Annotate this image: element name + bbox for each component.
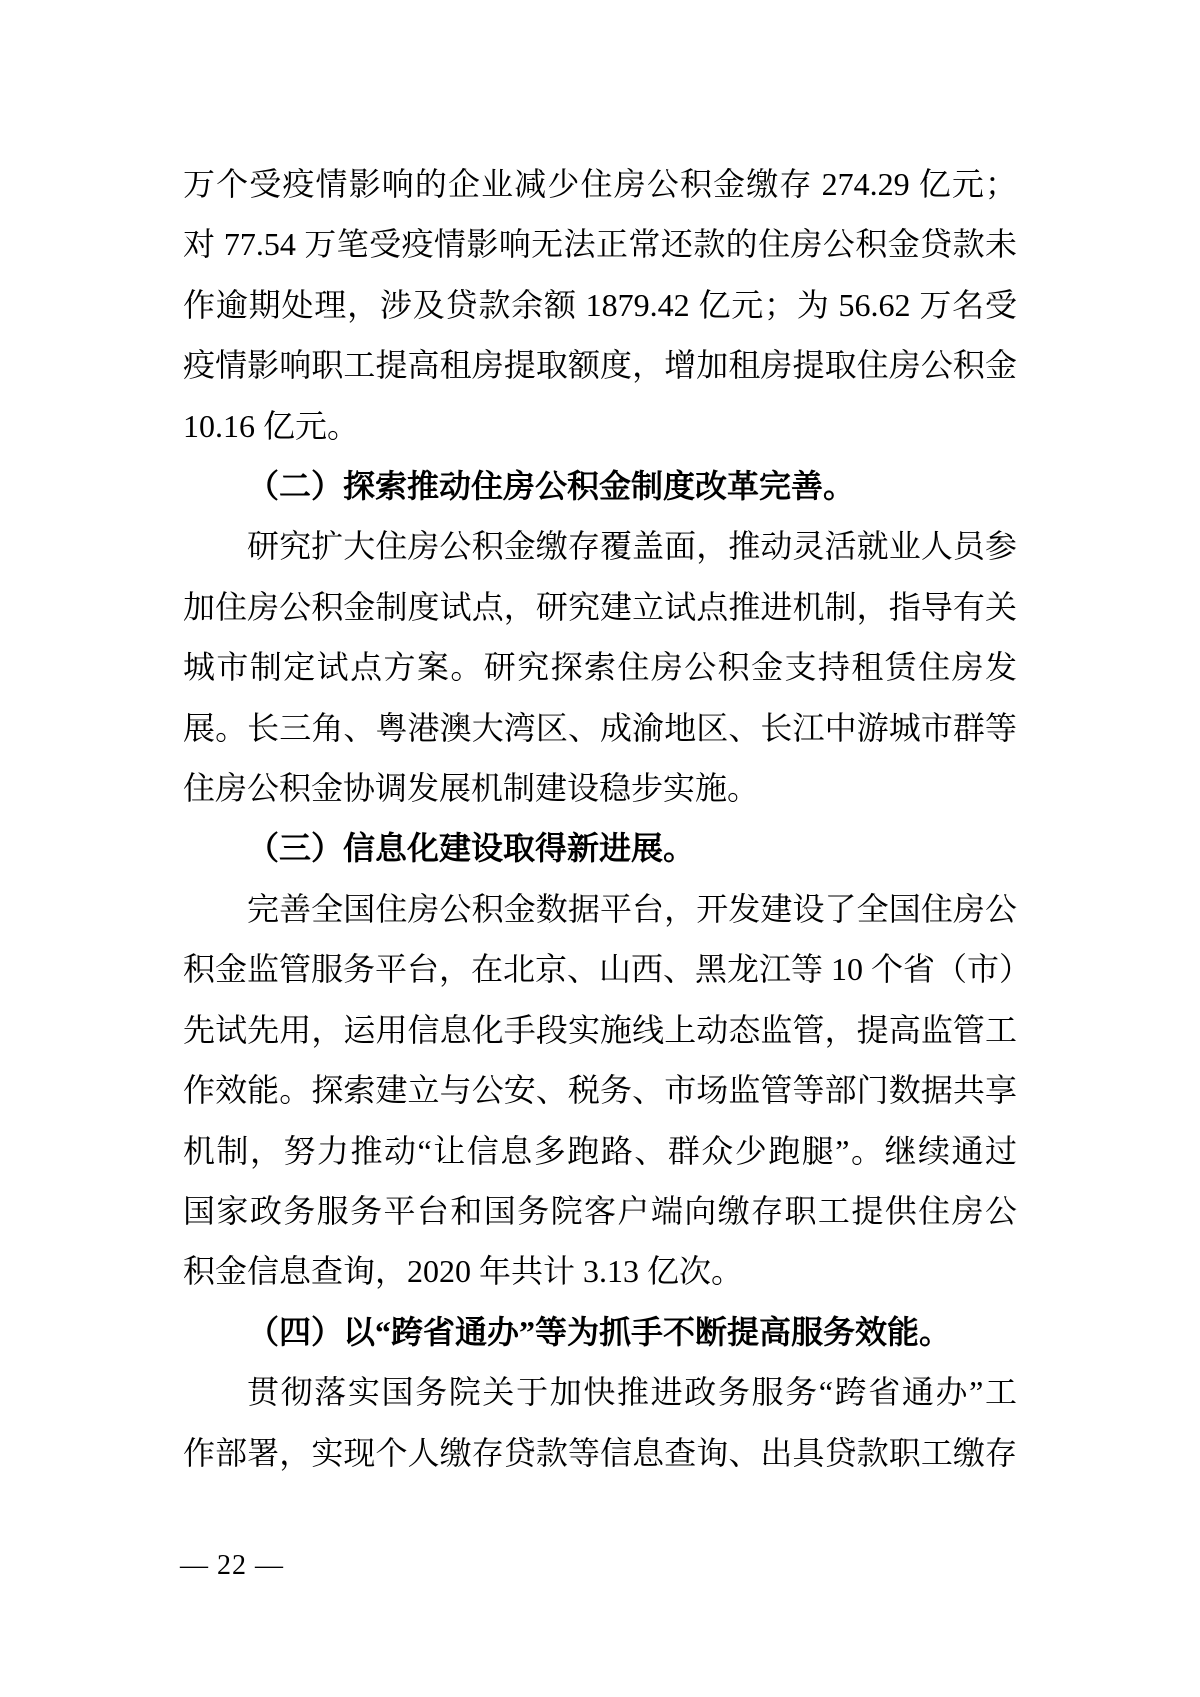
text-line: 作效能。探索建立与公安、税务、市场监管等部门数据共享 [183, 1072, 1017, 1109]
text-line: 城市制定试点方案。研究探索住房公积金支持租赁住房发 [183, 649, 1017, 686]
text-line: （三）信息化建设取得新进展。 [247, 830, 696, 867]
text-line: 先试先用，运用信息化手段实施线上动态监管，提高监管工 [183, 1011, 1017, 1048]
text-line: 贯彻落实国务院关于加快推进政务服务“跨省通办”工 [247, 1374, 1017, 1411]
text-line: （四）以“跨省通办”等为抓手不断提高服务效能。 [247, 1313, 952, 1350]
text-line: 作部署，实现个人缴存贷款等信息查询、出具贷款职工缴存 [183, 1434, 1017, 1471]
text-block [183, 154, 1032, 1483]
text-line: 完善全国住房公积金数据平台，开发建设了全国住房公 [247, 890, 1017, 927]
page-number: — 22 — [180, 1550, 284, 1581]
text-line: （二）探索推动住房公积金制度改革完善。 [247, 468, 856, 505]
text-line: 疫情影响职工提高租房提取额度，增加租房提取住房公积金 [183, 347, 1017, 384]
text-line: 住房公积金协调发展机制建设稳步实施。 [183, 770, 760, 807]
text-line: 10.16 亿元。 [183, 407, 360, 444]
text-line: 对 77.54 万笔受疫情影响无法正常还款的住房公积金贷款未 [183, 226, 1017, 263]
text-line: 积金监管服务平台，在北京、山西、黑龙江等 10 个省（市） [183, 951, 1032, 988]
text-line: 展。长三角、粤港澳大湾区、成渝地区、长江中游城市群等 [183, 709, 1017, 746]
text-line: 机制，努力推动“让信息多跑路、群众少跑腿”。继续通过 [183, 1132, 1017, 1169]
text-line: 万个受疫情影响的企业减少住房公积金缴存 274.29 亿元； [183, 166, 1017, 202]
text-line: 加住房公积金制度试点，研究建立试点推进机制，指导有关 [183, 588, 1017, 625]
text-line: 积金信息查询，2020 年共计 3.13 亿次。 [183, 1253, 744, 1290]
text-line: 作逾期处理，涉及贷款余额 1879.42 亿元；为 56.62 万名受 [183, 286, 1017, 323]
text-line: 国家政务服务平台和国务院客户端向缴存职工提供住房公 [183, 1192, 1017, 1229]
text-line: 研究扩大住房公积金缴存覆盖面，推动灵活就业人员参 [247, 528, 1017, 565]
